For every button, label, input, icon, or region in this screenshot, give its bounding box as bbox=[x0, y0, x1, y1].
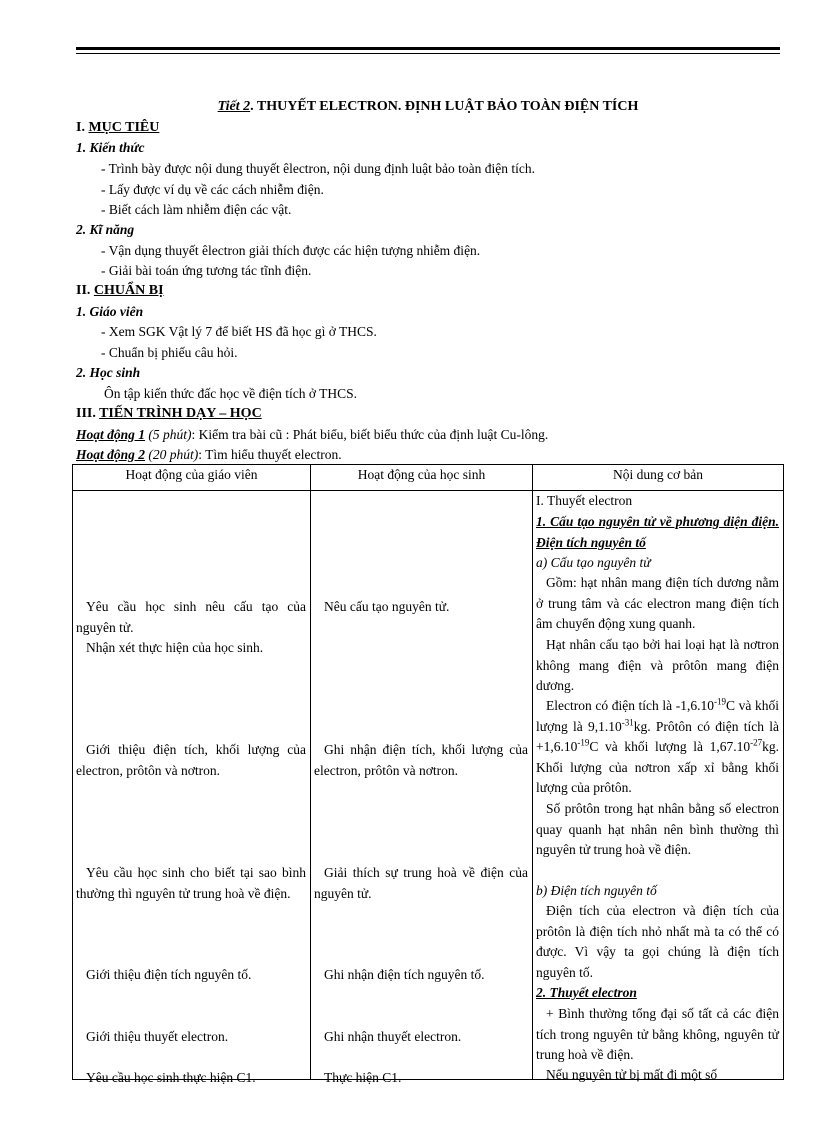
teacher-step: Giới thiệu điện tích, khối lượng của electron, prôtôn và nơtron. bbox=[76, 742, 306, 778]
section-procedure bbox=[76, 405, 262, 423]
content-paragraph: + Bình thường tổng đại số tất cả các điện tích trong nguyên tử bằng không, nguyên tử trung hoà về điện. bbox=[536, 1006, 779, 1062]
superscript: -27 bbox=[750, 737, 763, 748]
teacher-prep-item: - Xem SGK Vật lý 7 để biết HS đã học gì ở THCS. bbox=[101, 324, 377, 339]
knowledge-item: - Lấy được ví dụ về các cách nhiễm điện. bbox=[101, 182, 324, 197]
heading-text: 1. Cấu tạo nguyên tử về phương diện điện. Điện tích nguyên tố bbox=[536, 514, 779, 550]
table-header-row bbox=[73, 465, 784, 491]
teacher-step: Giới thiệu thuyết electron. bbox=[86, 1029, 229, 1044]
content-heading-2 bbox=[536, 512, 779, 553]
title-separator: . bbox=[250, 99, 257, 114]
content-heading-theory bbox=[536, 983, 779, 1004]
text-run: Electron có điện tích là -1,6.10 bbox=[546, 698, 715, 713]
header-rule-thick bbox=[76, 47, 780, 50]
student-column bbox=[311, 491, 533, 1085]
content-paragraph-masses bbox=[536, 696, 779, 799]
teacher-step: Giới thiệu điện tích nguyên tố. bbox=[86, 967, 252, 982]
skills-item: - Vận dụng thuyết êlectron giải thích được các hiện tượng nhiễm điện. bbox=[101, 243, 481, 258]
table-row bbox=[73, 491, 784, 1080]
content-column bbox=[533, 491, 784, 1080]
teacher-prep-item: - Chuẩn bị phiếu câu hỏi. bbox=[101, 345, 238, 360]
section-objectives bbox=[76, 119, 159, 137]
teacher-column bbox=[73, 491, 311, 1085]
activity-time: (20 phút) bbox=[145, 447, 199, 462]
content-paragraph: Gồm: hạt nhân mang điện tích dương nằm ở trung tâm và các electron mang điện tích âm chuyển động xung quanh. bbox=[536, 575, 779, 631]
activity-desc: : Kiểm tra bài cũ : Phát biểu, biết biểu thức của định luật Cu-lông. bbox=[191, 427, 549, 442]
superscript: -19 bbox=[577, 737, 590, 748]
teacher-step: Nhận xét thực hiện của học sinh. bbox=[86, 640, 264, 655]
section-number: II. bbox=[76, 283, 94, 298]
content-subheading-b: b) Điện tích nguyên tố bbox=[536, 883, 657, 898]
section-label: CHUẨN BỊ bbox=[93, 283, 164, 298]
activity-name: Hoạt động 1 bbox=[76, 427, 146, 442]
student-prep-item: Ôn tập kiến thức đấc học về điện tích ở THCS. bbox=[104, 386, 358, 401]
student-step: Nêu cấu tạo nguyên tử. bbox=[324, 599, 450, 614]
subsection-student: 2. Học sinh bbox=[76, 365, 141, 380]
student-step: Ghi nhận thuyết electron. bbox=[324, 1029, 462, 1044]
superscript: -31 bbox=[621, 717, 634, 727]
title-text: THUYẾT ELECTRON. ĐỊNH LUẬT BẢO TOÀN ĐIỆN TÍCH bbox=[256, 99, 639, 114]
activity-time: (5 phút) bbox=[145, 427, 192, 442]
lesson-number: Tiết 2 bbox=[217, 99, 251, 114]
content-paragraph: Hạt nhân cấu tạo bởi hai loại hạt là nơtron không mang điện và prôtôn mang điện dương. bbox=[536, 637, 779, 693]
header-rule-thin bbox=[76, 53, 780, 54]
knowledge-item: - Biết cách làm nhiễm điện các vật. bbox=[101, 202, 292, 217]
superscript: -19 bbox=[714, 696, 727, 707]
text-run: kg. Prôtôn có điện tích là +1,6.10 bbox=[536, 718, 779, 754]
content-paragraph: Số prôtôn trong hạt nhân bằng số electron quay quanh hạt nhân nên bình thường thì nguyên tử trung hoà về điện. bbox=[536, 801, 779, 857]
content-heading-1 bbox=[536, 491, 779, 512]
student-step: Ghi nhận điện tích nguyên tố. bbox=[324, 967, 485, 982]
section-number: I. bbox=[76, 120, 89, 135]
heading-text: 2. Thuyết electron bbox=[536, 985, 637, 1000]
header-student: Hoạt động của học sinh bbox=[311, 465, 533, 491]
student-step: Giải thích sự trung hoà về điện của nguyên tử. bbox=[314, 865, 528, 901]
activity-name: Hoạt động 2 bbox=[76, 447, 146, 462]
header-content: Nội dung cơ bản bbox=[533, 465, 784, 491]
teacher-step: Yêu cầu học sinh thực hiện C1. bbox=[86, 1070, 256, 1085]
activity-2 bbox=[76, 446, 342, 464]
activity-desc: : Tìm hiểu thuyết electron. bbox=[198, 447, 342, 462]
activity-table bbox=[72, 464, 784, 1085]
knowledge-item: - Trình bày được nội dung thuyết êlectron, nội dung định luật bảo toàn điện tích. bbox=[101, 161, 536, 176]
subsection-knowledge: 1. Kiến thức bbox=[76, 140, 145, 155]
teacher-step: Yêu cầu học sinh cho biết tại sao bình thường thì nguyên tử trung hoà về điện. bbox=[76, 865, 306, 901]
heading-text: I. Thuyết electron bbox=[536, 493, 633, 508]
subsection-skills: 2. Kĩ năng bbox=[76, 222, 135, 237]
header-teacher: Hoạt động của giáo viên bbox=[73, 465, 311, 491]
section-number: III. bbox=[76, 406, 100, 421]
text-run: kg. Khối lượng của nơtron xấp xỉ bằng khối lượng của prôtôn. bbox=[536, 739, 779, 795]
section-label: MỤC TIÊU bbox=[88, 120, 160, 135]
skills-item: - Giải bài toán ứng tương tác tĩnh điện. bbox=[101, 263, 312, 278]
section-label: TIẾN TRÌNH DẠY – HỌC bbox=[99, 406, 262, 421]
content-subheading-a: a) Cấu tạo nguyên tử bbox=[536, 555, 651, 570]
subsection-teacher: 1. Giáo viên bbox=[76, 304, 144, 319]
student-step: Thực hiện C1. bbox=[324, 1070, 402, 1085]
activity-1 bbox=[76, 426, 548, 444]
content-paragraph: Điện tích của electron và điện tích của prôtôn là điện tích nhỏ nhất mà ta có thể có được. Vì vậy ta gọi chúng là điện tích nguyên tố. bbox=[536, 903, 779, 980]
text-run: C và khối lượng là 1,67.10 bbox=[589, 739, 751, 754]
student-step: Ghi nhận điện tích, khối lượng của electron, prôtôn và nơtron. bbox=[314, 742, 528, 778]
teacher-step: Yêu cầu học sinh nêu cấu tạo của nguyên tử. bbox=[76, 599, 306, 635]
page-title bbox=[76, 99, 780, 115]
text-run: C và khối lượng là 9,1.10 bbox=[536, 698, 779, 734]
content-paragraph: Nếu nguyên tử bị mất đi một số bbox=[546, 1067, 718, 1082]
section-preparation bbox=[76, 282, 164, 300]
